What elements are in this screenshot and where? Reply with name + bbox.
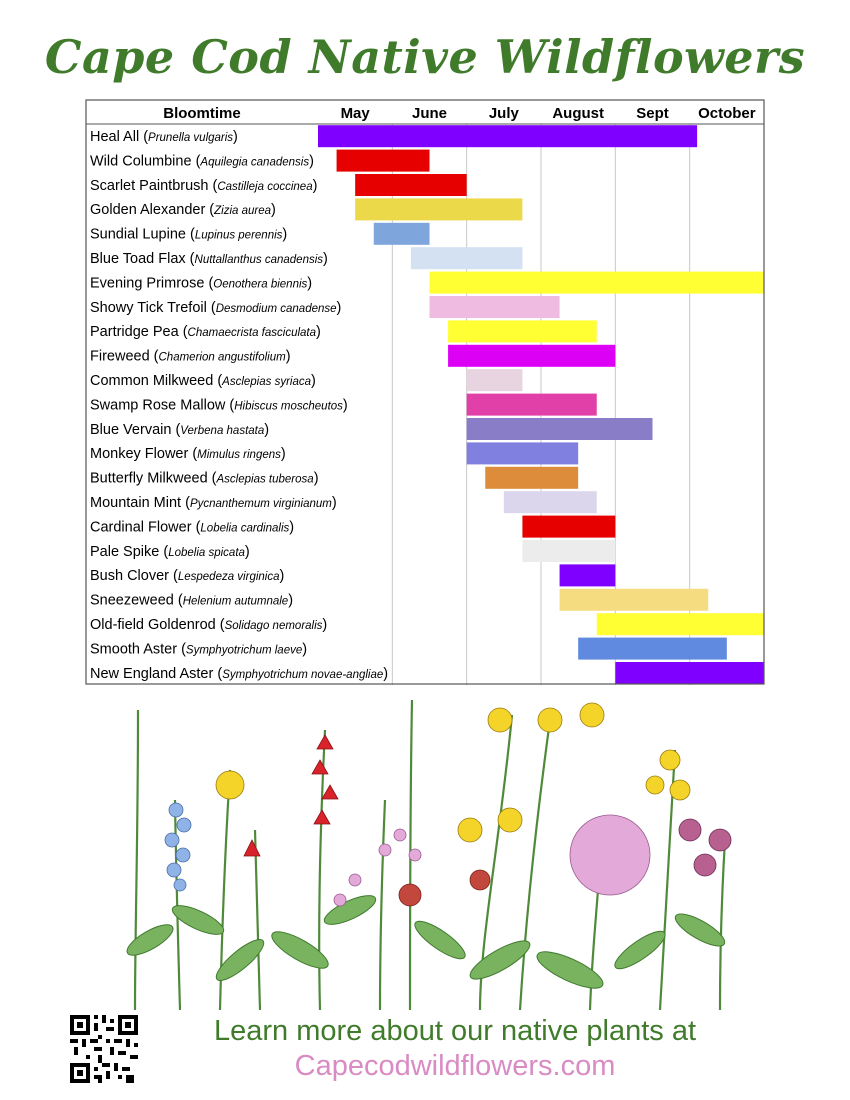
qr-code-icon[interactable]: [68, 1013, 140, 1085]
bloom-bar: [430, 272, 765, 294]
month-label: July: [488, 105, 519, 122]
bloom-bar: [467, 394, 597, 416]
flower-label: Showy Tick Trefoil (Desmodium canadense): [90, 299, 342, 316]
chart-labels: [90, 129, 388, 682]
bloom-bar: [522, 540, 615, 562]
flower-label: Monkey Flower (Mimulus ringens): [90, 446, 286, 463]
month-label: October: [698, 105, 756, 122]
wildflower-illustration: [80, 690, 770, 1010]
flower-label: Sneezeweed (Helenium autumnale): [90, 592, 294, 609]
flower-label: Butterfly Milkweed (Asclepias tuberosa): [90, 470, 319, 487]
bloom-bar: [430, 296, 560, 318]
flower-label: Wild Columbine (Aquilegia canadensis): [90, 153, 314, 170]
flower-label: Heal All (Prunella vulgaris): [90, 129, 238, 145]
flower-label: Old-field Goldenrod (Solidago nemoralis): [90, 617, 328, 633]
bloom-bar: [337, 150, 430, 172]
flower-label: Evening Primrose (Oenothera biennis): [90, 275, 313, 292]
bloom-bar: [467, 369, 523, 391]
flower-label: Common Milkweed (Asclepias syriaca): [90, 373, 316, 389]
flower-label: Blue Vervain (Verbena hastata): [90, 421, 270, 438]
bloom-bar: [578, 638, 727, 660]
month-label: August: [552, 105, 605, 122]
bloom-bar: [560, 564, 616, 586]
bloom-bar: [318, 125, 697, 147]
footer-url-link[interactable]: Capecodwildflowers.com: [294, 1050, 616, 1082]
flower-label: Fireweed (Chamerion angustifolium): [90, 348, 291, 365]
flower-label: New England Aster (Symphyotrichum novae-angliae): [90, 665, 389, 682]
leaves-icon: [123, 890, 729, 995]
bloom-bar: [597, 613, 764, 635]
chart-header: [163, 105, 756, 122]
bloom-bar: [485, 467, 578, 489]
month-label: May: [340, 105, 370, 122]
flower-label: Swamp Rose Mallow (Hibiscus moscheutos): [90, 397, 348, 414]
bloom-bar: [374, 223, 430, 245]
header-bloomtime: Bloomtime: [163, 105, 241, 122]
flower-label: Smooth Aster (Symphyotrichum laeve): [90, 641, 308, 658]
bloom-bar: [467, 442, 578, 464]
flower-label: Bush Clover (Lespedeza virginica): [90, 568, 285, 585]
footer-line: Learn more about our native plants at: [213, 1015, 697, 1047]
bloom-bar: [522, 516, 615, 538]
bloom-bar: [448, 320, 597, 342]
month-label: June: [411, 105, 448, 122]
bloom-bar: [615, 662, 764, 684]
flower-label: Cardinal Flower (Lobelia cardinalis): [90, 519, 295, 536]
bloom-bar: [355, 174, 467, 196]
flower-label: Scarlet Paintbrush (Castilleja coccinea): [90, 177, 318, 194]
bloom-bar: [467, 418, 653, 440]
milkweed-flowers-icon: [399, 870, 490, 906]
flower-label: Sundial Lupine (Lupinus perennis): [90, 226, 288, 243]
bloom-bar: [355, 198, 522, 220]
flower-label: Mountain Mint (Pycnanthemum virginianum): [90, 495, 337, 511]
lupine-flowers-icon: [165, 803, 191, 891]
month-label: Sept: [636, 105, 669, 122]
bloom-bar: [448, 345, 615, 367]
bloom-bar: [504, 491, 597, 513]
flower-label: Pale Spike (Lobelia spicata): [90, 543, 250, 560]
bloom-bar: [560, 589, 709, 611]
flower-label: Blue Toad Flax (Nuttallanthus canadensis): [90, 251, 328, 267]
bloom-bar: [411, 247, 522, 269]
flower-label: Partridge Pea (Chamaecrista fasciculata): [90, 324, 321, 341]
page-title: Cape Cod Native Wildflowers: [44, 30, 806, 84]
flower-label: Golden Alexander (Zizia aurea): [90, 202, 276, 219]
